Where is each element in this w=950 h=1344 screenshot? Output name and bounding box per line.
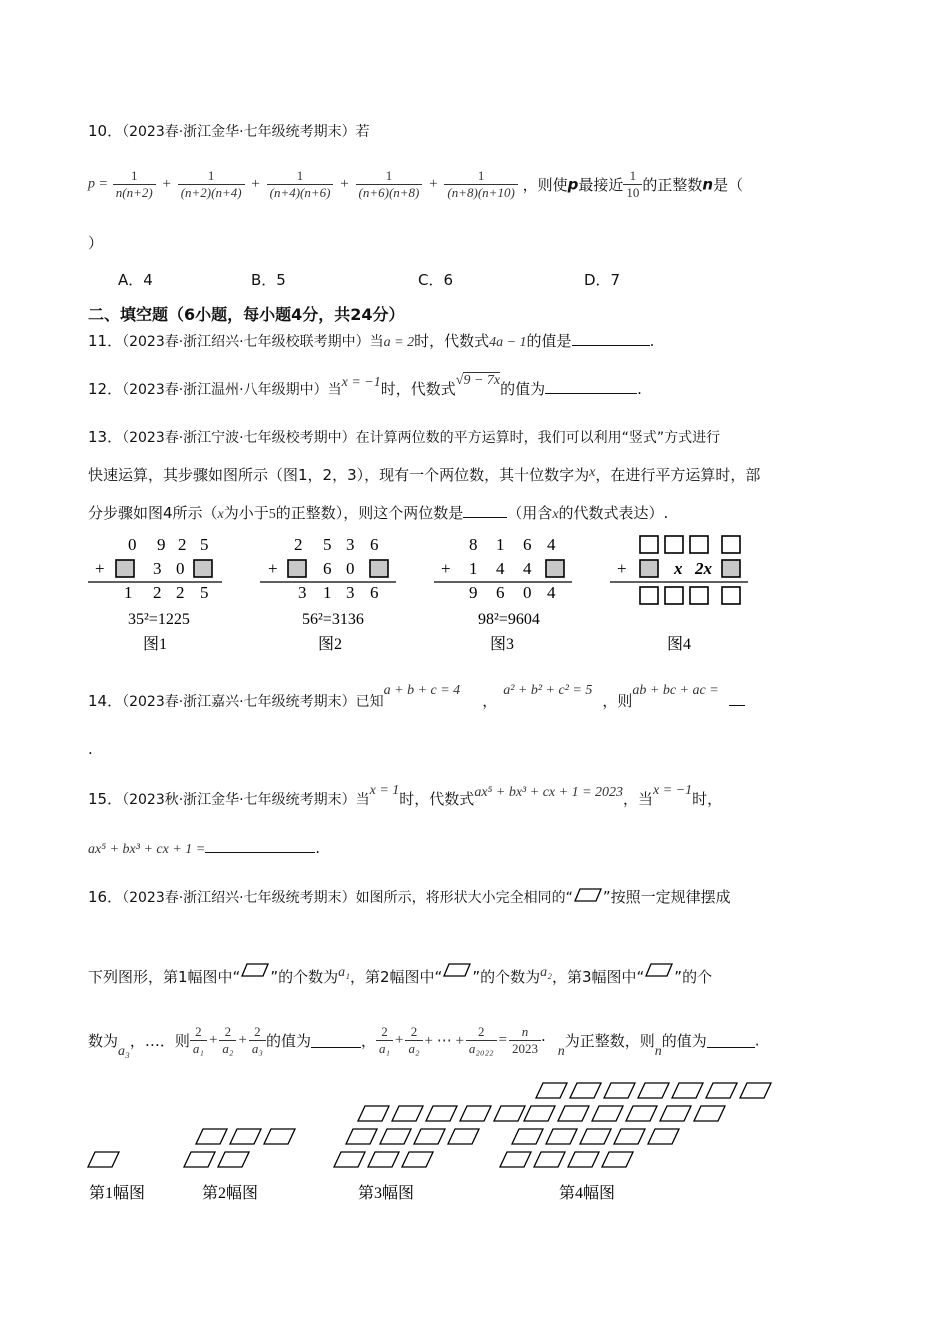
- parallelogram-shape: [570, 1083, 601, 1098]
- parallelogram-shape: [426, 1106, 457, 1121]
- q10-close-paren: ）: [88, 234, 104, 252]
- fig3-r1-d2: 1: [496, 535, 505, 554]
- q15-answer-blank[interactable]: [205, 838, 315, 853]
- q10-option-d: D．7: [584, 271, 621, 289]
- q13-line3a: 分步骤如图4所示（: [88, 504, 218, 522]
- fig3-equation: 98²=9604: [478, 611, 540, 628]
- q13-five: 5: [268, 507, 276, 522]
- fig2-gray-box-right: [370, 560, 388, 577]
- q14-then: ，则: [602, 692, 633, 710]
- parallelogram-shape: [546, 1129, 577, 1144]
- parallelogram-shape: [230, 1129, 261, 1144]
- q16-end: .: [754, 1031, 760, 1050]
- fig4-box: [690, 536, 708, 553]
- parallelogram-icon: [573, 887, 603, 903]
- q16-l3a: 数为: [88, 1032, 119, 1050]
- q16-frac-den-a2: a₂: [219, 1040, 236, 1057]
- fig1-r1-d1: 0: [128, 535, 137, 554]
- q15-source: （2023秋·浙江金华·七年级统考期末）当: [122, 792, 370, 808]
- fig3-gray-box-right: [546, 560, 564, 577]
- q16-l2c: ，第2幅图中“: [349, 968, 443, 986]
- fig3-r2-d2: 4: [496, 559, 505, 578]
- q12-end: .: [637, 380, 642, 398]
- fig2-r3-d4: 6: [370, 583, 379, 602]
- q15-when: ，当: [623, 790, 654, 808]
- fig4-box: [640, 536, 658, 553]
- plus-sign: +: [162, 176, 171, 192]
- q16-rhs-num: n: [521, 1024, 529, 1039]
- q13-line3b: 为小于: [223, 504, 269, 522]
- fig2-r2-d1: 6: [323, 559, 332, 578]
- q16-frac-num: 2: [254, 1024, 261, 1039]
- section-2-title: 二、填空题（6小题，每小题4分，共24分）: [88, 305, 405, 324]
- q16-frac-num: 2: [195, 1024, 202, 1039]
- fig2-gray-box-left: [288, 560, 306, 577]
- parallelogram-shape: [592, 1106, 623, 1121]
- q13-figure-1: [88, 535, 222, 653]
- fig1-r3-d1: 1: [124, 583, 133, 602]
- parallelogram-shape: [534, 1152, 565, 1167]
- q13-number: 13．: [88, 428, 123, 446]
- fig4-box: [640, 587, 658, 604]
- q11-mid: 时，代数式: [414, 332, 490, 350]
- fig1-r3-d2: 2: [153, 583, 162, 602]
- parallelogram-shape: [500, 1152, 531, 1167]
- q16-comma: ，: [360, 1032, 376, 1050]
- parallelogram-shape: [512, 1129, 543, 1144]
- q15-equation: ax⁵ + bx³ + cx + 1 = 2023: [474, 785, 624, 800]
- parallelogram-shape: [740, 1083, 771, 1098]
- q16-frac-den-a1: a₁: [190, 1040, 207, 1057]
- fig2-plus: +: [268, 559, 278, 578]
- fig4-x: x: [674, 559, 683, 578]
- fig3-label: 图3: [490, 636, 515, 653]
- q10-frac-3: $\frac{1}{(n+4)(n+6)}$: [267, 168, 334, 201]
- fig3-r1-d4: 4: [547, 535, 556, 554]
- q10-text-after: ，则使: [522, 176, 568, 194]
- q16-line-1: [88, 886, 731, 907]
- q10-option-c: C．6: [418, 271, 454, 289]
- q16-l2b: ”的个数为: [270, 968, 339, 986]
- q13-line2a: 快速运算，其步骤如图所示（图1，2，3），现有一个两位数，其十位数字为: [88, 466, 590, 484]
- parallelogram-shape: [402, 1152, 433, 1167]
- q13-line-3: [88, 502, 668, 523]
- parallelogram-shape: [626, 1106, 657, 1121]
- q14-comma: ，: [482, 692, 498, 710]
- q16-frac-den-a2022: a₂₀₂₂: [466, 1040, 497, 1057]
- fig2-r1-d1: 2: [294, 535, 303, 554]
- fig4-box: [722, 536, 740, 553]
- q11-end: .: [649, 332, 655, 350]
- q10-source: （2023春·浙江金华·七年级统考期末）若: [122, 124, 370, 140]
- fig2-r3-d1: 3: [298, 583, 307, 602]
- fig4-label: 图4: [667, 636, 692, 653]
- fig1-label: 图1: [143, 636, 168, 653]
- parallelogram-shape: [196, 1129, 227, 1144]
- q16-figure-label-1: 第1幅图: [89, 1185, 146, 1202]
- q13-x-var: x: [217, 507, 224, 522]
- q15-cond-2: x = −1: [653, 783, 693, 798]
- q12-cond: x = −1: [341, 375, 381, 390]
- q16-figure-label-2: 第2幅图: [202, 1185, 259, 1202]
- q12-expr: 9 − 7x: [463, 373, 501, 388]
- fig2-label: 图2: [318, 636, 343, 653]
- q16-l2d: ，第3幅图中“: [551, 968, 645, 986]
- q10-p-var: p: [567, 175, 579, 194]
- q14-cond-2: a² + b² + c² = 5: [503, 683, 593, 698]
- parallelogram-shape: [614, 1129, 645, 1144]
- q14-source: （2023春·浙江嘉兴·七年级统考期末）已知: [122, 694, 384, 710]
- q16-line-2: [88, 962, 712, 987]
- fig1-r2-d2: 0: [176, 559, 185, 578]
- q10-text-positive: 的正整数: [642, 176, 703, 194]
- q13-line3d: （用含: [507, 504, 553, 522]
- fig4-2x: 2x: [695, 559, 712, 578]
- fig3-r2-d3: 4: [523, 559, 532, 578]
- parallelogram-shape: [334, 1152, 365, 1167]
- q13-line2b: ，在进行平方运算时，部: [595, 466, 761, 484]
- q15-line-2: [88, 838, 320, 858]
- q16-l2a: 下列图形，第1幅图中“: [88, 968, 241, 986]
- parallelogram-shape: [184, 1152, 215, 1167]
- q10-option-a: A．4: [118, 271, 153, 289]
- q10-frac-2: $\frac{1}{(n+2)(n+4)}$: [178, 168, 245, 201]
- q15-cond-1: x = 1: [369, 783, 400, 798]
- q15-line2-expr: ax⁵ + bx³ + cx + 1 =: [88, 842, 206, 857]
- parallelogram-shape: [558, 1106, 589, 1121]
- fig1-equation: 35²=1225: [128, 611, 190, 628]
- parallelogram-shape: [604, 1083, 635, 1098]
- q16-figure-label-3: 第3幅图: [358, 1185, 415, 1202]
- q13-line3c: 的正整数），则这个两位数是: [275, 504, 464, 522]
- fig1-r2-d1: 3: [153, 559, 162, 578]
- q12-tail: 的值为: [500, 380, 546, 398]
- parallelogram-shape: [264, 1129, 295, 1144]
- parallelogram-shape: [580, 1129, 611, 1144]
- q16-pattern-shapes: [88, 1083, 771, 1167]
- fig1-r1-d2: 9: [157, 535, 166, 554]
- fig1-plus: +: [95, 559, 105, 578]
- q10-frac-1: $\frac{1}{n(n+2)}$: [113, 168, 156, 201]
- q16-l2e: ”的个: [674, 968, 713, 986]
- parallelogram-shape: [88, 1152, 119, 1167]
- parallelogram-shape: [346, 1129, 377, 1144]
- q13-x-var: x: [589, 465, 596, 480]
- fig2-r3-d3: 3: [346, 583, 355, 602]
- q16-frac-num: 2: [381, 1024, 388, 1039]
- q10-frac-5: $\frac{1}{(n+8)(n+10)}$: [444, 168, 517, 201]
- fig3-r3-d2: 6: [496, 583, 505, 602]
- q15-end: .: [315, 839, 320, 857]
- fig3-plus: +: [441, 559, 451, 578]
- q15-line-1: [88, 783, 723, 809]
- parallelogram-shape: [358, 1106, 389, 1121]
- fig3-r3-d3: 0: [523, 583, 532, 602]
- q16-frac-num: 2: [224, 1024, 232, 1039]
- fig1-r3-d3: 2: [176, 583, 185, 602]
- fig3-r3-d4: 4: [547, 583, 556, 602]
- fig3-r3-d1: 9: [469, 583, 478, 602]
- q16-positive: 为正整数，则: [564, 1032, 655, 1050]
- q16-frac-den-a3: a₃: [249, 1040, 266, 1057]
- plus-sign: +: [340, 176, 349, 192]
- q12-answer-blank[interactable]: [545, 379, 637, 394]
- fig3-r2-d1: 1: [469, 559, 478, 578]
- q10-lhs: p =: [88, 176, 108, 192]
- parallelogram-shape: [368, 1152, 399, 1167]
- plus-sign: +: [251, 176, 260, 192]
- q16-n: n: [557, 1044, 565, 1059]
- parallelogram-icon: [240, 962, 270, 978]
- q11: [88, 330, 654, 351]
- fig4-gray-box-right: [722, 560, 740, 577]
- q16-answer-blank-1[interactable]: [311, 1033, 361, 1048]
- q16-after-shape: ”按照一定规律摆成: [602, 888, 731, 906]
- q13-line-1: [88, 426, 720, 447]
- fig4-box: [665, 536, 683, 553]
- fig3-r1-d3: 6: [523, 535, 532, 554]
- q14: [88, 683, 745, 711]
- parallelogram-shape: [380, 1129, 411, 1144]
- q16-a2: a₂: [540, 965, 552, 980]
- q11-tail: 的值是: [526, 332, 572, 350]
- q15-shi: 时，: [692, 790, 723, 808]
- parallelogram-shape: [524, 1106, 555, 1121]
- q13-figures: [80, 530, 860, 660]
- q13-line-2: [88, 464, 760, 485]
- parallelogram-icon: [442, 962, 472, 978]
- q14-answer-blank[interactable]: [729, 691, 745, 706]
- fig2-equation: 56²=3136: [302, 611, 364, 628]
- parallelogram-shape: [392, 1106, 423, 1121]
- q10-text-closest: 最接近: [578, 176, 624, 194]
- q16-pattern-figures: [80, 1070, 800, 1210]
- q16-rhs-den: 2023: [509, 1040, 541, 1057]
- q12-mid: 时，代数式: [380, 380, 456, 398]
- sqrt-icon: √: [455, 373, 464, 388]
- q13-figure-2: [260, 535, 396, 653]
- q16-n: n: [654, 1044, 662, 1059]
- fig1-r3-d4: 5: [200, 583, 209, 602]
- q16-answer-blank-2[interactable]: [707, 1033, 755, 1048]
- q11-cond: a = 2: [383, 335, 415, 350]
- q16-a3: a₃: [118, 1044, 130, 1059]
- fig2-r1-d3: 3: [346, 535, 355, 554]
- fig4-box: [722, 587, 740, 604]
- parallelogram-shape: [448, 1129, 479, 1144]
- q16-line-3: 数为a₃，…．则 $\frac{2}{\text{a₁}}$ + $\frac{2}{\text{a₂}}$ + $\frac{2}{\text{a₃}}$ 的值为 ， $\frac{2}{\text{a₁}}$ + $\frac{2}{\text{a₂}}$ + ⋯ + $\frac{2}{\text{a₂₀₂₂}}$ = $\frac{n}{2023}$ ·n为正整数，则n的值为 .: [88, 1024, 760, 1059]
- q16-a1: a₁: [338, 965, 350, 980]
- plus-sign: +: [429, 176, 438, 192]
- q16-number: 16．: [88, 888, 123, 906]
- q16-frac-num: 2: [410, 1024, 418, 1039]
- q13-x-var: x: [552, 507, 559, 522]
- q13-figure-3: [434, 535, 572, 653]
- q10-option-b: B．5: [251, 271, 286, 289]
- q14-cond-1: a + b + c = 4: [383, 683, 461, 698]
- parallelogram-shape: [494, 1106, 525, 1121]
- q13-figure-4: [610, 536, 748, 653]
- q11-source: （2023春·浙江绍兴·七年级校联考期中）当: [122, 334, 384, 350]
- parallelogram-shape: [602, 1152, 633, 1167]
- parallelogram-shape: [638, 1083, 669, 1098]
- parallelogram-shape: [218, 1152, 249, 1167]
- fig2-r1-d2: 5: [323, 535, 332, 554]
- q16-dots: + ⋯ +: [424, 1033, 464, 1049]
- fig1-r1-d4: 5: [200, 535, 209, 554]
- q16-frac-den-a2: a₂: [405, 1040, 422, 1057]
- q10-number: 10．: [88, 122, 123, 140]
- fig2-r3-d2: 1: [323, 583, 332, 602]
- fig3-r1-d1: 8: [469, 535, 478, 554]
- q16-figure-label-4: 第4幅图: [559, 1185, 616, 1202]
- parallelogram-shape: [536, 1083, 567, 1098]
- fig1-gray-box-right: [194, 560, 212, 577]
- q16-l2b: ”的个数为: [472, 968, 541, 986]
- q11-expr: 4a − 1: [489, 335, 527, 350]
- parallelogram-shape: [694, 1106, 725, 1121]
- q10-n-var: n: [702, 175, 714, 194]
- parallelogram-icon: [644, 962, 674, 978]
- q10-text-is: 是（: [713, 176, 744, 194]
- parallelogram-shape: [460, 1106, 491, 1121]
- q10-formula: [88, 168, 743, 201]
- fig1-gray-box-left: [116, 560, 134, 577]
- fig4-box: [690, 587, 708, 604]
- q10-frac-4: $\frac{1}{(n+6)(n+8)}$: [356, 168, 423, 201]
- q10-header: [88, 120, 370, 141]
- q16-frac-num: 2: [477, 1024, 485, 1039]
- q13-line3e: 的代数式表达）.: [558, 504, 669, 522]
- parallelogram-shape: [648, 1129, 679, 1144]
- q15-number: 15．: [88, 790, 123, 808]
- q16-value-of-2: 的值为: [661, 1032, 707, 1050]
- fig2-r1-d4: 6: [370, 535, 379, 554]
- fig1-r1-d3: 2: [178, 535, 187, 554]
- q13-answer-blank[interactable]: [463, 503, 507, 518]
- parallelogram-shape: [672, 1083, 703, 1098]
- fig4-box: [665, 587, 683, 604]
- q16-source: （2023春·浙江绍兴·七年级统考期末）如图所示，将形状大小完全相同的“: [122, 890, 573, 906]
- parallelogram-shape: [706, 1083, 737, 1098]
- fig4-plus: +: [617, 559, 627, 578]
- q10-target-frac: $\frac{1}{10}$: [623, 168, 642, 201]
- parallelogram-shape: [660, 1106, 691, 1121]
- parallelogram-shape: [568, 1152, 599, 1167]
- q16-value-of: 的值为: [265, 1032, 311, 1050]
- q11-number: 11．: [88, 332, 123, 350]
- q14-period: .: [88, 740, 93, 758]
- q16-dot-sep: ·: [540, 1031, 546, 1050]
- fig4-gray-box-left: [640, 560, 658, 577]
- q16-ellipsis: ，…．则: [129, 1032, 190, 1050]
- q11-answer-blank[interactable]: [572, 331, 650, 346]
- q16-frac-den-a1: a₁: [376, 1040, 393, 1057]
- q13-line1-text: （2023春·浙江宁波·七年级校考期中）在计算两位数的平方运算时，我们可以利用“竖式”方式进行: [122, 430, 721, 446]
- parallelogram-shape: [414, 1129, 445, 1144]
- q12: [88, 373, 642, 399]
- q14-expr: ab + bc + ac =: [632, 683, 719, 698]
- q12-source: （2023春·浙江温州·八年级期中）当: [122, 382, 342, 398]
- fig2-r2-d2: 0: [346, 559, 355, 578]
- q14-number: 14．: [88, 692, 123, 710]
- q15-mid: 时，代数式: [399, 790, 475, 808]
- q12-number: 12．: [88, 380, 123, 398]
